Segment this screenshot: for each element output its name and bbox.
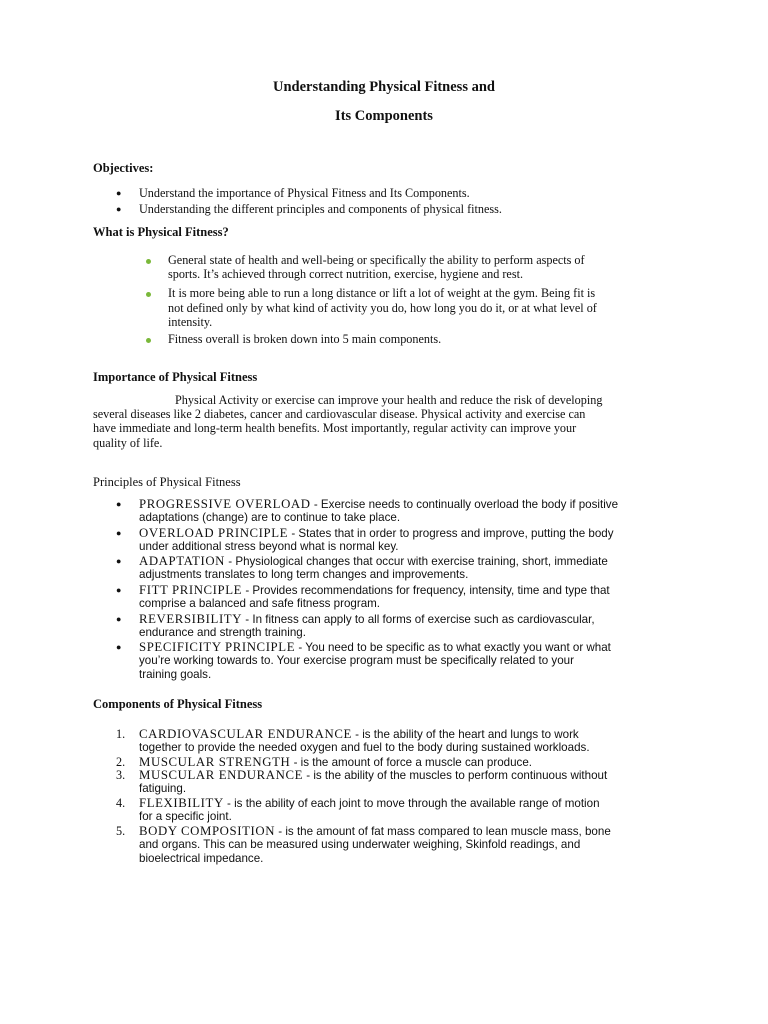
green-bullet-icon [146,338,151,343]
principle-term: OVERLOAD PRINCIPLE [139,526,289,540]
principles-heading: Principles of Physical Fitness [93,475,241,489]
principle-text: - States that in order to progress and improve, putting the body [288,527,614,540]
component-term: MUSCULAR STRENGTH [139,755,291,769]
principle-term: FITT PRINCIPLE [139,583,243,597]
component-number: 3. [116,768,126,782]
importance-paragraph-line: have immediate and long-term health benefits. Most importantly, regular activity can improve your [93,421,577,435]
principle-text: - Exercise needs to continually overload the body if positive [310,498,619,511]
component-text: for a specific joint. [139,810,232,823]
principle-text: endurance and strength training. [139,626,306,639]
components-heading: Components of Physical Fitness [93,697,263,711]
bullet-icon: ● [116,204,122,214]
importance-paragraph-line: Physical Activity or exercise can improve your health and reduce the risk of developing [175,393,603,407]
what-is-heading: What is Physical Fitness? [93,225,229,239]
principle-text: you’re working towards to. Your exercise program must be specifically related to your [139,654,574,667]
component-item [139,768,607,784]
component-text: - is the ability of the muscles to perform continuous without [303,769,608,782]
principle-term: ADAPTATION [139,554,226,568]
principle-term: SPECIFICITY PRINCIPLE [139,640,296,654]
component-text: - is the amount of fat mass compared to lean muscle mass, bone [275,825,611,838]
component-text: - is the ability of each joint to move through the available range of motion [223,797,600,810]
component-text: fatiguing. [139,782,187,795]
what-is-item-line: sports. It’s achieved through correct nutrition, exercise, hygiene and rest. [168,267,524,281]
component-term: BODY COMPOSITION [139,824,276,838]
what-is-item-line: Fitness overall is broken down into 5 main components. [168,332,442,346]
component-text: together to provide the needed oxygen and fuel to the body during sustained workloads. [139,741,590,754]
importance-paragraph-line: quality of life. [93,436,163,450]
principle-text: training goals. [139,668,212,681]
component-text: - is the amount of force a muscle can produce. [290,756,533,769]
bullet-icon: ● [116,585,122,595]
what-is-item-line: not defined only by what kind of activity you do, how long you do it, or at what level of [168,301,597,315]
importance-paragraph-line: several diseases like 2 diabetes, cancer and cardiovascular disease. Physical activity and exercise can [93,407,586,421]
principle-text: comprise a balanced and safe fitness program. [139,597,381,610]
objective-item: Understanding the different principles and components of physical fitness. [139,202,502,216]
green-bullet-icon [146,259,151,264]
component-number: 1. [116,727,126,741]
principle-text: - Provides recommendations for frequency, intensity, time and type that [242,584,610,597]
document-title-line-1: Understanding Physical Fitness and [273,79,495,95]
principle-term: REVERSIBILITY [139,612,243,626]
component-term: MUSCULAR ENDURANCE [139,768,304,782]
importance-heading: Importance of Physical Fitness [93,370,258,384]
principle-text: under additional stress beyond what is normal key. [139,540,399,553]
objectives-heading: Objectives: [93,161,154,175]
component-term: CARDIOVASCULAR ENDURANCE [139,727,352,741]
principle-text: - You need to be specific as to what exactly you want or what [295,641,611,654]
what-is-item-line: intensity. [168,315,213,329]
component-text: bioelectrical impedance. [139,852,264,865]
bullet-icon: ● [116,499,122,509]
principle-text: - In fitness can apply to all forms of exercise such as cardiovascular, [242,613,595,626]
what-is-item-line: It is more being able to run a long distance or lift a lot of weight at the gym. Being fit is [168,286,596,300]
component-number: 4. [116,796,126,810]
green-bullet-icon [146,292,151,297]
principle-text: adaptations (change) are to continue to take place. [139,511,401,524]
component-term: FLEXIBILITY [139,796,224,810]
component-number: 2. [116,755,126,769]
component-text: and organs. This can be measured using underwater weighing, Skinfold readings, and [139,838,581,851]
component-number: 5. [116,824,126,838]
principle-term: PROGRESSIVE OVERLOAD [139,497,311,511]
objective-item: Understand the importance of Physical Fitness and Its Components. [139,186,470,200]
principle-text: adjustments translates to long term changes and improvements. [139,568,469,581]
document-title-line-2: Its Components [335,108,433,124]
bullet-icon: ● [116,614,122,624]
bullet-icon: ● [116,642,122,652]
bullet-icon: ● [116,528,122,538]
what-is-item-line: General state of health and well-being or specifically the ability to perform aspects of [168,253,585,267]
bullet-icon: ● [116,556,122,566]
component-text: - is the ability of the heart and lungs to work [351,728,579,741]
principle-text: - Physiological changes that occur with exercise training, short, immediate [225,555,608,568]
bullet-icon: ● [116,188,122,198]
